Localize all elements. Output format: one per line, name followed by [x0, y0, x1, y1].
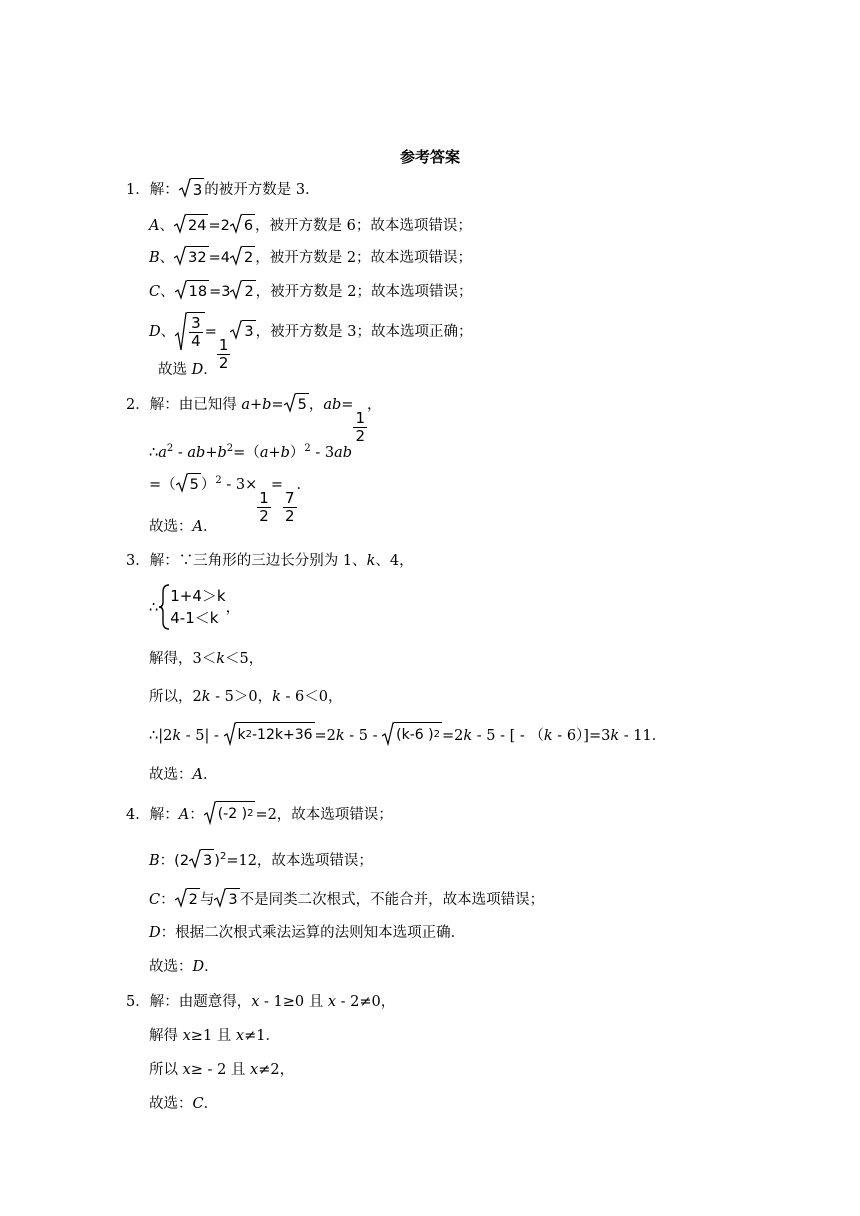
q5-step-2: 所以 x≥ - 2 且 x≠2， [149, 1062, 295, 1078]
q5-step-1: 解得 x≥1 且 x≠1． [149, 1028, 280, 1044]
q2-step-2: =（ 5 ）$^2$ - 3× $\frac{1}{2}$ = $\frac{7}{2}$ ． [149, 470, 311, 525]
q3-sys-2: 4-1＜k [170, 609, 219, 627]
q2-step-1: $\therefore a^2 - ab+b^2=(a+b)^2 - 3ab$ [149, 443, 353, 461]
q3-answer: 故选：A． [149, 767, 218, 783]
q1-option-a: A、 24 =2 6 ，被开方数是 6；故本选项错误； [149, 214, 472, 237]
q1-answer: 故选 D． [158, 362, 218, 378]
q3-step-1: 解得，3＜k＜5， [149, 651, 264, 667]
q3-sys-1: 1+4＞k [170, 587, 226, 605]
q3-step-2: 所以，2k - 5＞0，k - 6＜0， [149, 689, 343, 705]
q4-option-d: D：根据二次根式乘法运算的法则知本选项正确． [149, 925, 466, 941]
q1-option-c: C、 18 =3 2 ，被开方数是 2；故本选项错误； [149, 280, 473, 303]
q5-answer: 故选：C． [149, 1096, 219, 1112]
q3-step-3: ∴|2k - 5| - k 2 -12k+36 =2k - 5 - (k-6 ) 2 =2k - 5 - [ - （k - 6）]=3k - 11． [149, 722, 666, 747]
q2-line: 2．解：由已知得 a+b= 5 ，ab= $\frac{1}{2}$ ， [126, 393, 381, 445]
q2-answer: 故选：A． [149, 519, 218, 535]
q4-option-c: C： 2 与 3 不是同类二次根式，不能合并，故本选项错误； [149, 888, 544, 911]
q4-answer: 故选：D． [149, 959, 219, 975]
q3-system: ∴ 1+4＞k 4-1＜k ， [149, 587, 241, 627]
page-title: 参考答案 [399, 148, 460, 166]
q1-line: 1．解： 3 的被开方数是 3． [126, 178, 320, 201]
q4-option-b: B：(2 3 )$^2$=12，故本选项错误； [149, 846, 373, 872]
q1-option-b: B、 32 =4 2 ，被开方数是 2；故本选项错误； [149, 246, 472, 269]
q3-line: 3．解：∵三角形的三边长分别为 1、k、4， [126, 553, 414, 569]
q1-option-d: D、 $\frac{3}{4}$ = $\frac{1}{2}$ 3 ，被开方数是 3；故本选项正确； [149, 314, 473, 372]
q4-line: 4．解：A： (-2 ) 2 =2，故本选项错误； [126, 801, 393, 826]
q5-line: 5．解：由题意得，x - 1≥0 且 x - 2≠0， [126, 994, 396, 1010]
